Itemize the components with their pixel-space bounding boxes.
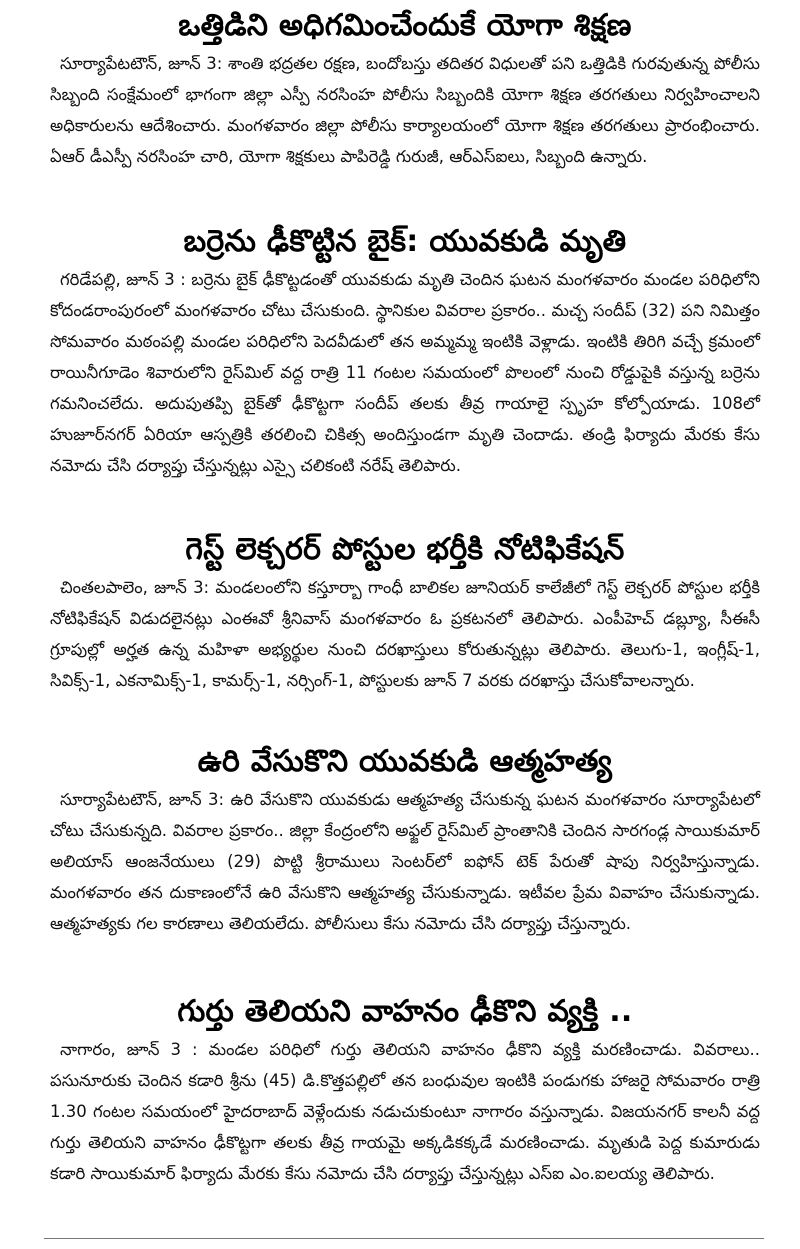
article-headline: బర్రెను ఢీకొట్టిన బైక్‌: యువకుడి మృతి (183, 224, 627, 259)
article-body: సూర్యాపేటటౌన్‌, జూన్‌ 3: శాంతి భద్రతల రక్షణ, బందోబస్తు తదితర విధులతో పని ఒత్తిడికి గురవుతున్న పోలీసు సిబ్బంది సంక్షేమంలో భాగంగా జిల్లా ఎస్పీ నరసింహ పోలీసు సిబ్బందికి యోగా శిక్షణ తరగతులు నిర్వహించాలని అధికారులను ఆదేశించారు. మంగళవారం జిల్లా పోలీసు కార్యాలయంలో యోగా శిక్షణ తరగతులు ప్రారంభించారు. ఏఆర్‌ డీఎస్పీ నరసింహ చారి, యోగా శిక్షకులు పాపిరెడ్డి గురుజీ, ఆర్‌ఎస్‌ఐలు, సిబ్బంది ఉన్నారు. (50, 54, 760, 166)
bottom-divider (44, 1238, 764, 1239)
article-headline: గుర్తు తెలియని వాహనం ఢీకొని వ్యక్తి .. (177, 994, 633, 1029)
article-headline: ఉరి వేసుకొని యువకుడి ఆత్మహత్య (197, 744, 613, 779)
article-hit-and-run (50, 990, 760, 1189)
article-yoga-training (50, 4, 760, 172)
article-headline: గెస్ట్‌ లెక్చరర్‌ పోస్టుల భర్తీకి నోటిఫికేషన్‌ (185, 532, 625, 567)
article-body: చింతలపాలెం, జూన్‌ 3: మండలంలోని కస్తూర్బా గాంధీ బాలికల జూనియర్‌ కాలేజీలో గెస్ట్‌ లెక్చరర్‌ పోస్టుల భర్తీకి నోటిఫికేషన్‌ విడుదలైనట్లు ఎంఈవో శ్రీనివాస్‌ మంగళవారం ఓ ప్రకటనలో తెలిపారు. ఎంపీహెచ్‌ డబ్ల్యూ, సీఈసీ గ్రూపుల్లో అర్హత ఉన్న మహిళా అభ్యర్థుల నుంచి దరఖాస్తులు కోరుతున్నట్లు తెలిపారు. తెలుగు-1, ఇంగ్లీష్‌-1, సివిక్స్‌-1, ఎకనామిక్స్‌-1, కామర్స్‌-1, నర్సింగ్‌-1, పోస్టులకు జూన్‌ 7 వరకు దరఖాస్తు చేసుకోవాలన్నారు. (50, 578, 760, 690)
article-guest-lecturer-notification (50, 528, 760, 696)
article-body: నాగారం, జూన్‌ 3 : మండల పరిధిలో గుర్తు తెలియని వాహనం ఢీకొని వ్యక్తి మరణించాడు. వివరాలు.. పసునూరుకు చెందిన కడారి శ్రీను (45) డి.కొత్తపల్లిలో తన బంధువుల ఇంటికి పండుగకు హాజరై సోమవారం రాత్రి 1.30 గంటల సమయంలో హైదరాబాద్‌ వెళ్లేందుకు నడుచుకుంటూ నాగారం వస్తున్నాడు. విజయనగర్‌ కాలనీ వద్ద గుర్తు తెలియని వాహనం ఢీకొట్టగా తలకు తీవ్ర గాయమై అక్కడికక్కడే మరణించాడు. మృతుడి పెద్ద కుమారుడు కడారి సాయికుమార్‌ ఫిర్యాదు మేరకు కేసు నమోదు చేసి దర్యాప్తు చేస్తున్నట్లు ఎస్‌ఐ ఎం.ఐలయ్య తెలిపారు. (50, 1040, 760, 1183)
article-bike-accident (50, 220, 760, 481)
article-youth-suicide (50, 740, 760, 939)
article-headline: ఒత్తిడిని అధిగమించేందుకే యోగా శిక్షణ (178, 8, 632, 43)
article-body: గరిడేపల్లి, జూన్‌ 3 : బర్రెను బైక్‌ ఢీకొట్టడంతో యువకుడు మృతి చెందిన ఘటన మంగళవారం మండల పరిధిలోని కోదండరాంపురంలో మంగళవారం చోటు చేసుకుంది. స్థానికుల వివరాల ప్రకారం.. మచ్చ సందీప్‌ (32) పని నిమిత్తం సోమవారం మఠంపల్లి మండల పరిధిలోని పెదవీడులో తన అమ్మమ్మ ఇంటికి వెళ్లాడు. ఇంటికి తిరిగి వచ్చే క్రమంలో రాయినీగూడెం శివారులోని రైస్‌మిల్‌ వద్ద రాత్రి 11 గంటల సమయంలో పొలంలో నుంచి రోడ్డుపైకి వస్తున్న బర్రెను గమనించలేదు. అదుపుతప్పి బైక్‌తో ఢీకొట్టగా సందీప్‌ తలకు తీవ్ర గాయాలై స్పృహ కోల్పోయాడు. 108లో హుజూర్‌నగర్‌ ఏరియా ఆస్పత్రికి తరలించి చికిత్స అందిస్తుండగా మృతి చెందాడు. తండ్రి ఫిర్యాదు మేరకు కేసు నమోదు చేసి దర్యాప్తు చేస్తున్నట్లు ఎస్సై చలికంటి నరేష్‌ తెలిపారు. (50, 270, 760, 475)
article-body: సూర్యాపేటటౌన్‌, జూన్‌ 3: ఉరి వేసుకొని యువకుడు ఆత్మహత్య చేసుకున్న ఘటన మంగళవారం సూర్యాపేటలో చోటు చేసుకున్నది. వివరాల ప్రకారం.. జిల్లా కేంద్రంలోని అఫ్జల్‌ రైస్‌మిల్‌ ప్రాంతానికి చెందిన సారగండ్ల సాయికుమార్‌ అలియాస్‌ ఆంజనేయులు (29) పొట్టి శ్రీరాములు సెంటర్‌లో ఐఫోన్‌ టెక్‌ పేరుతో షాపు నిర్వహిస్తున్నాడు. మంగళవారం తన దుకాణంలోనే ఉరి వేసుకొని ఆత్మహత్య చేసుకున్నాడు. ఇటీవల ప్రేమ వివాహం చేసుకున్నాడు. ఆత్మహత్యకు గల కారణాలు తెలియలేదు. పోలీసులు కేసు నమోదు చేసి దర్యాప్తు చేస్తున్నారు. (50, 790, 760, 933)
